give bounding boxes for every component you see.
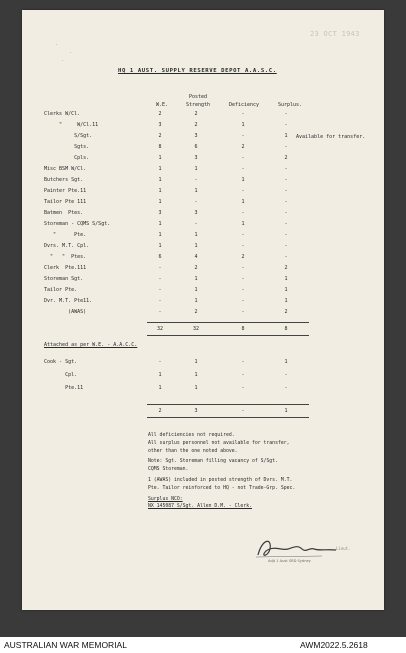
table-row	[44, 358, 344, 367]
row-label: Tailor Pte 111	[44, 199, 87, 205]
table-row	[44, 286, 344, 295]
cell-deficiency: 1	[241, 177, 245, 183]
attached-total-we: 2	[158, 408, 162, 414]
cell-deficiency: -	[241, 210, 245, 216]
row-label: Cpl.	[44, 372, 78, 378]
total-surplus: 8	[284, 326, 288, 332]
cell-we: 8	[158, 144, 162, 150]
cell-surplus: 1	[284, 133, 288, 139]
cell-we: 1	[158, 243, 162, 249]
cell-we: 1	[158, 372, 162, 378]
cell-deficiency: -	[241, 287, 245, 293]
total-we: 32	[156, 326, 164, 332]
cell-we: -	[158, 265, 162, 271]
cell-posted: 1	[194, 298, 198, 304]
row-label: " W/Cl.11	[44, 122, 99, 128]
cell-surplus: -	[284, 122, 288, 128]
cell-posted: -	[194, 221, 198, 227]
note-line: NX 145087 S/Sgt. Allen D.M. - Clerk.	[148, 504, 252, 510]
row-label: " " Ptes.	[44, 254, 87, 260]
row-label: Sgts.	[44, 144, 90, 150]
row-label: Painter Pte.11	[44, 188, 87, 194]
cell-we: -	[158, 298, 162, 304]
cell-surplus: -	[284, 144, 288, 150]
cell-posted: 2	[194, 265, 198, 271]
cell-posted: 1	[194, 372, 198, 378]
row-label: Pte.11	[44, 385, 84, 391]
cell-we: 3	[158, 210, 162, 216]
cell-we: 1	[158, 199, 162, 205]
cell-posted: 6	[194, 144, 198, 150]
cell-posted: 1	[194, 188, 198, 194]
available-note: Available for transfer.	[296, 134, 366, 140]
cell-posted: 4	[194, 254, 198, 260]
handwritten-signature	[252, 535, 342, 561]
date-stamp: 23 OCT 1943	[310, 30, 360, 38]
row-label: Clerks W/Cl.	[44, 111, 81, 117]
cell-deficiency: -	[241, 276, 245, 282]
cell-we: 6	[158, 254, 162, 260]
footer-catalogue-number: AWM2022.5.2618	[300, 640, 368, 650]
cell-surplus: -	[284, 199, 288, 205]
cell-posted: 1	[194, 243, 198, 249]
table-rule	[147, 322, 309, 323]
cell-we: 2	[158, 111, 162, 117]
cell-surplus: 1	[284, 298, 288, 304]
cell-we: 1	[158, 232, 162, 238]
row-label: Clerk Pte.111	[44, 265, 87, 271]
cell-deficiency: 1	[241, 199, 245, 205]
cell-deficiency: -	[241, 155, 245, 161]
note-line: Note: Sgt. Storeman filling vacancy of S/Sgt.	[148, 459, 278, 465]
signature-caption: Adjt 1 Aust SRD Sydney	[268, 559, 311, 563]
cell-posted: 2	[194, 122, 198, 128]
row-label: Cook - Sgt.	[44, 359, 78, 365]
table-row	[44, 264, 344, 273]
cell-deficiency: -	[241, 166, 245, 172]
cell-posted: 3	[194, 210, 198, 216]
note-line: All surplus personnel not available for transfer,	[148, 440, 290, 446]
total-deficiency: 8	[241, 326, 245, 332]
row-label: Dvr. M.T. Pte11.	[44, 298, 93, 304]
cell-surplus: -	[284, 210, 288, 216]
row-label: Batmen Ptes.	[44, 210, 84, 216]
cell-posted: 1	[194, 287, 198, 293]
cell-surplus: -	[284, 385, 288, 391]
column-header-surplus: Surplus.	[277, 102, 303, 108]
cell-we: 3	[158, 122, 162, 128]
cell-posted: 1	[194, 359, 198, 365]
table-rule	[147, 335, 309, 336]
cell-posted: 3	[194, 133, 198, 139]
column-header-posted-strength: Posted Strength	[185, 94, 211, 108]
cell-deficiency: -	[241, 298, 245, 304]
cell-surplus: -	[284, 232, 288, 238]
column-header-we: W.E.	[155, 102, 169, 108]
row-label: S/Sgt.	[44, 133, 93, 139]
attached-total-deficiency: -	[241, 408, 245, 414]
cell-surplus: -	[284, 254, 288, 260]
table-row	[44, 209, 344, 218]
table-rule	[147, 417, 309, 418]
row-label: Butchers Sgt.	[44, 177, 84, 183]
cell-deficiency: -	[241, 372, 245, 378]
table-row	[44, 154, 344, 163]
table-row	[44, 275, 344, 284]
note-line: Pte. Tailor reinforced to HQ - not Trade-Grp. Spec.	[148, 485, 296, 491]
cell-posted: 3	[194, 155, 198, 161]
cell-surplus: 1	[284, 276, 288, 282]
cell-surplus: -	[284, 166, 288, 172]
cell-deficiency: 2	[241, 144, 245, 150]
row-label: " Pte.	[44, 232, 87, 238]
table-row	[44, 371, 344, 380]
cell-we: 1	[158, 188, 162, 194]
table-rule	[147, 404, 309, 405]
cell-we: 1	[158, 221, 162, 227]
cell-posted: 1	[194, 232, 198, 238]
cell-deficiency: 2	[241, 254, 245, 260]
table-row	[44, 176, 344, 185]
table-row	[44, 231, 344, 240]
cell-posted: -	[194, 177, 198, 183]
cell-deficiency: 1	[241, 122, 245, 128]
cell-posted: 2	[194, 111, 198, 117]
cell-deficiency: -	[241, 232, 245, 238]
table-row	[44, 297, 344, 306]
cell-posted: 1	[194, 385, 198, 391]
cell-we: -	[158, 276, 162, 282]
column-header-deficiency: Deficiency	[228, 102, 260, 108]
cell-deficiency: -	[241, 385, 245, 391]
cell-we: 1	[158, 155, 162, 161]
note-line: other than the one noted above.	[148, 448, 238, 454]
footer-credit: AUSTRALIAN WAR MEMORIAL	[4, 640, 127, 650]
attached-total-surplus: 1	[284, 408, 288, 414]
cell-surplus: 1	[284, 359, 288, 365]
row-label: Tailor Pte.	[44, 287, 78, 293]
table-row	[44, 187, 344, 196]
cell-deficiency: -	[241, 359, 245, 365]
cell-posted: 1	[194, 166, 198, 172]
cell-surplus: -	[284, 188, 288, 194]
note-line: CQMS Storeman.	[148, 467, 189, 473]
cell-deficiency: -	[241, 133, 245, 139]
cell-posted: -	[194, 199, 198, 205]
table-row	[44, 143, 344, 152]
row-label: Misc BSM W/Cl.	[44, 166, 87, 172]
table-row	[44, 165, 344, 174]
cell-surplus: 2	[284, 155, 288, 161]
row-label: Storeman Sgt.	[44, 276, 84, 282]
table-row	[44, 121, 344, 130]
cell-deficiency: 1	[241, 221, 245, 227]
cell-surplus: -	[284, 177, 288, 183]
cell-surplus: -	[284, 111, 288, 117]
cell-posted: 1	[194, 276, 198, 282]
table-row	[44, 308, 344, 317]
cell-deficiency: -	[241, 243, 245, 249]
cell-we: -	[158, 309, 162, 315]
document-title: HQ 1 AUST. SUPPLY RESERVE DEPOT A.A.S.C.	[118, 68, 277, 74]
row-label: Cpls.	[44, 155, 90, 161]
table-row	[44, 384, 344, 393]
cell-deficiency: -	[241, 111, 245, 117]
cell-deficiency: -	[241, 265, 245, 271]
table-row	[44, 110, 344, 119]
cell-posted: 2	[194, 309, 198, 315]
row-label: Dvrs. M.T. Cpl.	[44, 243, 90, 249]
cell-we: 1	[158, 166, 162, 172]
table-row	[44, 242, 344, 251]
note-line: 1 (AWAS) included in posted strength of Dvrs. M.T.	[148, 478, 293, 483]
cell-surplus: 2	[284, 309, 288, 315]
cell-we: 2	[158, 133, 162, 139]
cell-we: 1	[158, 177, 162, 183]
cell-deficiency: -	[241, 309, 245, 315]
cell-surplus: -	[284, 243, 288, 249]
cell-surplus: 2	[284, 265, 288, 271]
signature-rank: Lieut.	[336, 546, 351, 551]
attached-total-posted: 3	[194, 408, 198, 414]
row-label: (AWAS)	[44, 309, 87, 315]
total-posted: 32	[192, 326, 200, 332]
note-line: All deficiencies not required.	[148, 433, 235, 438]
cell-surplus: -	[284, 372, 288, 378]
cell-surplus: -	[284, 221, 288, 227]
cell-we: 1	[158, 385, 162, 391]
table-row	[44, 220, 344, 229]
note-line: Surplus NCO:	[148, 496, 183, 502]
row-label: Storeman - CQMS S/Sgt.	[44, 221, 111, 227]
table-row	[44, 253, 344, 262]
attached-heading: Attached as per W.E. - A.A.C.C.	[44, 342, 138, 348]
table-row	[44, 198, 344, 207]
cell-we: -	[158, 287, 162, 293]
cell-we: -	[158, 359, 162, 365]
cell-surplus: 1	[284, 287, 288, 293]
cell-deficiency: -	[241, 188, 245, 194]
